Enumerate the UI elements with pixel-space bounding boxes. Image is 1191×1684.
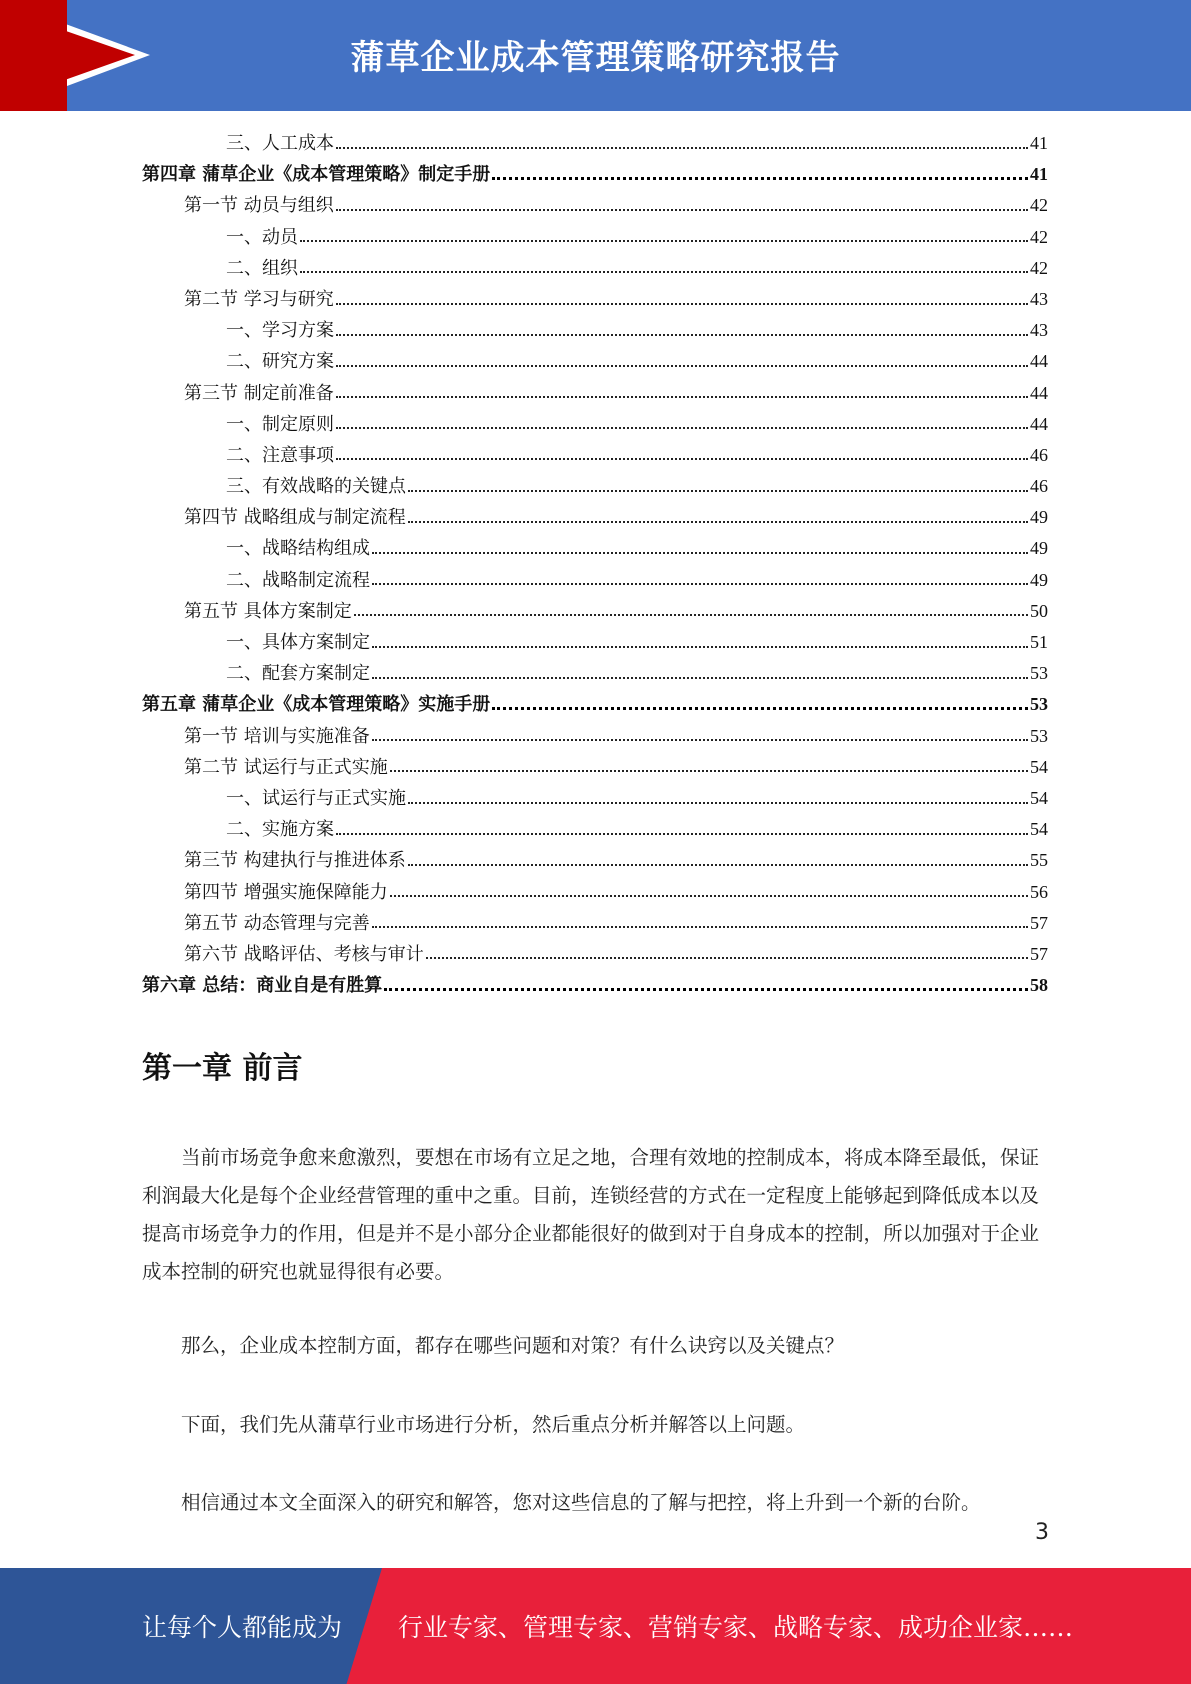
toc-entry[interactable] — [142, 845, 1048, 876]
toc-entry-title: 二、注意事项 — [226, 444, 334, 466]
toc-entry[interactable] — [142, 783, 1048, 814]
toc-leader-dots — [336, 334, 1028, 336]
footer-slogan-left: 让每个人都能成为 — [142, 1613, 343, 1642]
toc-entry-title: 第五章 蒲草企业《成本管理策略》实施手册 — [142, 694, 491, 716]
toc-entry[interactable] — [142, 908, 1048, 939]
toc-entry-page: 44 — [1030, 382, 1048, 403]
chapter-heading: 第一章 前言 — [142, 1051, 303, 1086]
toc-entry-page: 42 — [1030, 257, 1048, 278]
toc-entry-title: 第六节 战略评估、考核与审计 — [184, 943, 424, 965]
toc-entry-page: 43 — [1030, 320, 1048, 341]
body-paragraph-1 — [142, 1139, 1048, 1291]
toc-leader-dots — [336, 396, 1028, 398]
toc-entry-page: 53 — [1030, 694, 1048, 715]
header-banner — [0, 0, 1191, 111]
toc-entry-page: 49 — [1030, 507, 1048, 528]
toc-leader-dots — [372, 677, 1028, 679]
toc-entry-page: 49 — [1030, 538, 1048, 559]
toc-entry-page: 53 — [1030, 725, 1048, 746]
toc-leader-dots — [408, 802, 1028, 804]
toc-entry[interactable] — [142, 502, 1048, 533]
toc-entry-page: 42 — [1030, 195, 1048, 216]
toc-leader-dots — [492, 177, 1028, 180]
toc-leader-dots — [372, 739, 1028, 741]
toc-entry-page: 58 — [1030, 975, 1048, 996]
toc-leader-dots — [300, 240, 1028, 242]
footer-slogan-right: 行业专家、管理专家、营销专家、战略专家、成功企业家…… — [398, 1613, 1074, 1642]
toc-leader-dots — [492, 707, 1028, 710]
page-number: 3 — [1035, 1520, 1049, 1545]
toc-entry-page: 44 — [1030, 351, 1048, 372]
toc-entry-title: 二、配套方案制定 — [226, 663, 370, 685]
toc-entry[interactable] — [142, 222, 1048, 253]
toc-leader-dots — [372, 926, 1028, 928]
toc-entry-title: 第一节 培训与实施准备 — [184, 725, 370, 747]
toc-entry-title: 第五节 动态管理与完善 — [184, 912, 370, 934]
toc-entry-title: 二、研究方案 — [226, 351, 334, 373]
toc-entry[interactable] — [142, 284, 1048, 315]
toc-entry-title: 第一节 动员与组织 — [184, 195, 334, 217]
toc-entry-page: 42 — [1030, 226, 1048, 247]
toc-leader-dots — [336, 147, 1028, 149]
toc-entry[interactable] — [142, 440, 1048, 471]
toc-entry-page: 43 — [1030, 288, 1048, 309]
toc-entry[interactable] — [142, 689, 1048, 720]
toc-entry-page: 50 — [1030, 600, 1048, 621]
toc-leader-dots — [336, 365, 1028, 367]
toc-entry-title: 一、制定原则 — [226, 413, 334, 435]
toc-leader-dots — [390, 895, 1028, 897]
toc-leader-dots — [384, 988, 1028, 991]
toc-entry-title: 三、有效战略的关键点 — [226, 476, 406, 498]
toc-leader-dots — [426, 957, 1028, 959]
toc-entry-page: 44 — [1030, 413, 1048, 434]
toc-entry-page: 56 — [1030, 881, 1048, 902]
paragraph-text: 下面，我们先从蒲草行业市场进行分析，然后重点分析并解答以上问题。 — [181, 1413, 806, 1436]
toc-entry-title: 第三节 构建执行与推进体系 — [184, 850, 406, 872]
toc-leader-dots — [336, 458, 1028, 460]
toc-entry-title: 第五节 具体方案制定 — [184, 600, 352, 622]
toc-entry-title: 第四节 战略组成与制定流程 — [184, 507, 406, 529]
body-paragraph-3 — [142, 1406, 1048, 1444]
body-paragraph-4 — [142, 1484, 1048, 1522]
toc-leader-dots — [336, 427, 1028, 429]
toc-leader-dots — [390, 770, 1028, 772]
toc-entry-page: 54 — [1030, 819, 1048, 840]
paragraph-text: 那么，企业成本控制方面，都存在哪些问题和对策？有什么诀窍以及关键点？ — [181, 1334, 845, 1357]
toc-entry-title: 二、组织 — [226, 257, 298, 279]
body-paragraph-2 — [142, 1327, 1048, 1365]
toc-leader-dots — [372, 646, 1028, 648]
toc-entry[interactable] — [142, 596, 1048, 627]
toc-entry-title: 一、动员 — [226, 226, 298, 248]
toc-leader-dots — [408, 864, 1028, 866]
toc-entry-title: 一、试运行与正式实施 — [226, 787, 406, 809]
header-red-chevron — [0, 8, 135, 103]
paragraph-text: 当前市场竞争愈来愈激烈，要想在市场有立足之地，合理有效地的控制成本，将成本降至最低，保证利润最大化是每个企业经营管理的重中之重。目前，连锁经营的方式在一定程度上能够起到降低成本以及提高市场竞争力的作用，但是并不是小部分企业都能很好的做到对于自身成本的控制，所以加强对于企业成本控制的研究也就显得很有必要。 — [142, 1146, 1040, 1283]
toc-entry-page: 55 — [1030, 850, 1048, 871]
toc-entry[interactable] — [142, 814, 1048, 845]
toc-entry-page: 54 — [1030, 787, 1048, 808]
toc-entry-page: 53 — [1030, 663, 1048, 684]
toc-entry-title: 第六章 总结：商业自是有胜算 — [142, 975, 383, 997]
toc-leader-dots — [354, 614, 1028, 616]
toc-entry[interactable] — [142, 752, 1048, 783]
toc-leader-dots — [372, 583, 1028, 585]
toc-leader-dots — [336, 303, 1028, 305]
document-title: 蒲草企业成本管理策略研究报告 — [350, 38, 841, 78]
toc-entry[interactable] — [142, 409, 1048, 440]
toc-entry[interactable] — [142, 533, 1048, 564]
toc-entry-page: 41 — [1030, 133, 1048, 153]
toc-entry-title: 二、实施方案 — [226, 819, 334, 841]
toc-entry-title: 第二节 学习与研究 — [184, 288, 334, 310]
paragraph-text: 相信通过本文全面深入的研究和解答，您对这些信息的了解与把控，将上升到一个新的台阶。 — [181, 1491, 981, 1514]
toc-leader-dots — [408, 490, 1028, 492]
toc-entry-page: 51 — [1030, 632, 1048, 652]
toc-entry[interactable] — [142, 939, 1048, 970]
toc-entry-title: 第二节 试运行与正式实施 — [184, 756, 388, 778]
toc-entry-title: 一、具体方案制定 — [226, 632, 370, 653]
toc-leader-dots — [408, 521, 1028, 523]
footer-banner — [0, 1568, 1191, 1684]
toc-entry-title: 一、战略结构组成 — [226, 538, 370, 560]
toc-entry[interactable] — [142, 378, 1048, 409]
toc-entry-title: 第四节 增强实施保障能力 — [184, 881, 388, 903]
toc-entry[interactable] — [142, 253, 1048, 284]
toc-entry-page: 57 — [1030, 912, 1048, 933]
toc-entry[interactable] — [142, 627, 1048, 658]
toc-entry-page: 49 — [1030, 569, 1048, 590]
toc-entry[interactable] — [142, 190, 1048, 221]
toc-leader-dots — [336, 833, 1028, 835]
toc-leader-dots — [372, 552, 1028, 554]
toc-entry[interactable] — [142, 658, 1048, 689]
toc-entry-title: 一、学习方案 — [226, 320, 334, 342]
toc-leader-dots — [300, 271, 1028, 273]
toc-entry[interactable] — [142, 346, 1048, 377]
toc-entry[interactable] — [142, 721, 1048, 752]
toc-entry[interactable] — [142, 565, 1048, 596]
toc-entry-page: 46 — [1030, 476, 1048, 497]
table-of-contents — [142, 128, 1048, 1001]
toc-entry[interactable] — [142, 877, 1048, 908]
toc-entry-title: 第四章 蒲草企业《成本管理策略》制定手册 — [142, 164, 491, 186]
toc-entry-page: 57 — [1030, 943, 1048, 964]
toc-entry-title: 第三节 制定前准备 — [184, 382, 334, 404]
toc-entry-page: 54 — [1030, 756, 1048, 777]
toc-entry-title: 二、战略制定流程 — [226, 569, 370, 591]
toc-entry[interactable] — [142, 970, 1048, 1001]
toc-entry[interactable] — [142, 159, 1048, 190]
toc-leader-dots — [336, 209, 1028, 211]
toc-entry[interactable] — [142, 315, 1048, 346]
toc-entry-page: 41 — [1030, 164, 1048, 185]
toc-entry[interactable] — [142, 128, 1048, 159]
toc-entry-title: 三、人工成本 — [226, 133, 334, 154]
toc-entry-page: 46 — [1030, 444, 1048, 465]
toc-entry[interactable] — [142, 471, 1048, 502]
